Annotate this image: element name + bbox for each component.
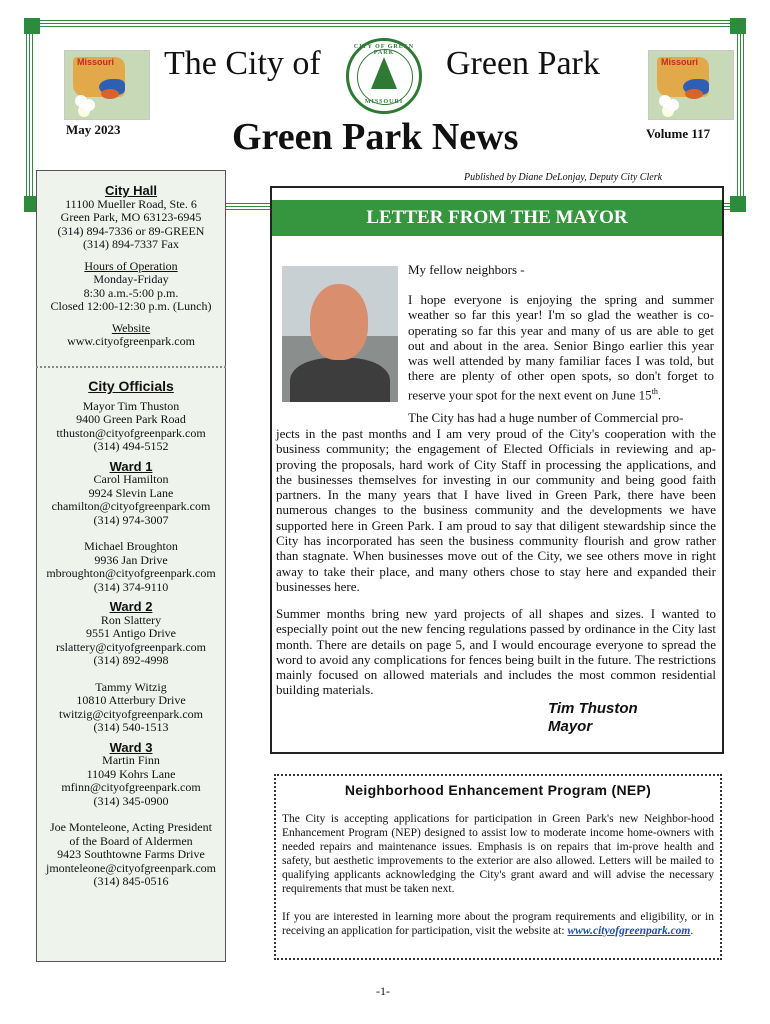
official-phone: (314) 374-9110	[93, 579, 169, 594]
letter-paragraph-3: Summer months bring new yard projects of all shapes and sizes. I wanted to especially point out the new fencing regulations passed by ordinance in the City last month. There are details on page 5, and I would encourage everyone to spread the word to avoid any complications for fences being built in the future. The restrictions mainly focused on allowed materials and includes the most common residential building materials.	[276, 606, 716, 698]
website-label: Website	[111, 320, 151, 335]
official-address: 9551 Antigo Drive	[86, 626, 176, 640]
city-officials-heading: City Officials	[88, 378, 174, 394]
official-email[interactable]: mbroughton@cityofgreenpark.com	[46, 566, 216, 580]
mayor-name: Mayor Tim Thuston	[82, 398, 180, 413]
website-link[interactable]: www.cityofgreenpark.com	[67, 334, 195, 348]
signature-title: Mayor	[548, 718, 593, 735]
official-title: of the Board of Aldermen	[69, 833, 193, 848]
city-officials-section	[36, 380, 226, 889]
mayor-phone: (314) 494-5152	[93, 439, 169, 453]
official-email[interactable]: jmonteleone@cityofgreenpark.com	[46, 860, 216, 875]
missouri-stamp-left	[64, 50, 150, 120]
ward-2-heading: Ward 2	[109, 599, 153, 614]
masthead-left-title: The City of	[164, 45, 321, 82]
stamp-label: Missouri	[77, 57, 115, 67]
official-email[interactable]: rslattery@cityofgreenpark.com	[56, 639, 206, 654]
issue-date: May 2023	[66, 122, 121, 137]
letter-signature	[548, 700, 638, 736]
missouri-stamp-right	[648, 50, 734, 120]
tree-icon	[371, 57, 397, 89]
official-phone: (314) 345-0900	[93, 793, 169, 808]
nep-paragraph-1: The City is accepting applications for participation in Green Park's new Neighbor-hood Enhancement Program (NEP) designed to assist low to moderate income home-owners with needed repairs and maintenance issues. Emphasis is on repairs that im-prove health and safety, but aesthetic improvements to the exterior are also allowed. Letters will be mailed to qualifying applicants acknowledging the City's grant award and will advise the necessary requirements that must be taken next.	[282, 813, 714, 895]
official-name: Martin Finn	[102, 753, 160, 767]
official-address: 9423 Southtowne Farms Drive	[57, 847, 205, 861]
mayor-letter-banner: LETTER FROM THE MAYOR	[272, 200, 722, 236]
mayor-email[interactable]: tthuston@cityofgreenpark.com	[56, 425, 206, 440]
official-phone: (314) 845-0516	[93, 874, 169, 888]
official-address: 11049 Kohrs Lane	[86, 766, 176, 781]
hours-label: Hours of Operation	[84, 258, 178, 273]
official-address: 10810 Atterbury Drive	[76, 693, 186, 707]
letter-paragraph-2: jects in the past months and I am very proud of the City's cooperation with the business community; the engagement of Elected Officials in reviewing and ap-proving the proposals, hard work of City Staff in processing the applications, and the businesses themselves for investing in our community and being good faith partners. In the many years that I have lived in Green Park, there have been numerous changes to the business community and the developments we have supported here in Green Park. I am proud to say that diligent stewardship since the City has incorporated has seen the business community flourish and grow rather than stagnate. When businesses move out of the City, we see others move in right away to take their place, and many others chose to stay here and expanded their businesses here.	[276, 426, 716, 594]
official-phone: (314) 892-4998	[93, 653, 169, 667]
mayor-photo	[282, 266, 398, 402]
letter-paragraph-2-start: The City has had a huge number of Commercial pro-	[408, 410, 684, 425]
stamp-label: Missouri	[661, 57, 699, 67]
official-email[interactable]: twitzig@cityofgreenpark.com	[59, 706, 203, 721]
issue-volume: Volume 117	[646, 126, 711, 141]
official-name: Joe Monteleone, Acting President	[50, 820, 212, 834]
official-email[interactable]: mfinn@cityofgreenpark.com	[61, 780, 201, 794]
hours-days: Monday-Friday	[93, 272, 169, 286]
city-hall-section	[36, 184, 226, 349]
newsletter-title: Green Park News	[232, 116, 519, 158]
published-by-credit: Published by Diane DeLonjay, Deputy City Clerk	[464, 172, 663, 183]
official-phone: (314) 974-3007	[93, 512, 169, 527]
city-hall-phone: (314) 894-7336 or 89-GREEN	[57, 223, 205, 238]
nep-paragraph-2: If you are interested in learning more about the program requirements and eligibility, or in receiving an application for participation, visit the website at: www.cityofgreenpark.com.	[282, 911, 714, 937]
city-seal-logo: CITY OF GREEN PARK MISSOURI	[346, 38, 422, 114]
official-name: Michael Broughton	[84, 539, 178, 553]
mayor-address: 9400 Green Park Road	[76, 412, 186, 426]
city-hall-address: 11100 Mueller Road, Ste. 6	[65, 196, 197, 211]
official-phone: (314) 540-1513	[93, 720, 169, 734]
sidebar-divider	[36, 366, 226, 368]
letter-paragraph-1: I hope everyone is enjoying the spring and summer weather so far this year! I'm so glad the weather is co-operating so far this year and many of us are able to get out and about in the area. Senior Bingo earlier this year was well attended by many familiar faces I was told, but there are plenty of other open spots, so don't forget to reserve your spot for the next event on June 15th.	[408, 292, 714, 403]
official-address: 9924 Slevin Lane	[88, 485, 174, 500]
ward-1-heading: Ward 1	[109, 458, 153, 474]
hours-times: 8:30 a.m.-5:00 p.m.	[83, 285, 179, 300]
corner-ornament-top-left	[24, 18, 40, 34]
corner-ornament-top-right	[730, 18, 746, 34]
city-hall-city: Green Park, MO 63123-6945	[60, 210, 202, 224]
official-name: Tammy Witzig	[95, 679, 167, 694]
city-hall-heading: City Hall	[104, 183, 157, 198]
hours-lunch: Closed 12:00-12:30 p.m. (Lunch)	[50, 299, 212, 313]
letter-greeting: My fellow neighbors -	[408, 262, 525, 277]
nep-website-link[interactable]: www.cityofgreenpark.com	[567, 925, 691, 937]
corner-ornament-bottom-right	[730, 196, 746, 212]
ward-3-heading: Ward 3	[109, 739, 153, 755]
page-number: -1-	[376, 984, 390, 998]
official-name: Carol Hamilton	[93, 472, 169, 486]
official-address: 9936 Jan Drive	[94, 552, 168, 567]
masthead-right-title: Green Park	[446, 45, 600, 82]
official-email[interactable]: chamilton@cityofgreenpark.com	[51, 499, 211, 513]
flower-icon	[75, 95, 87, 107]
city-hall-fax: (314) 894-7337 Fax	[83, 237, 179, 251]
flower-icon	[659, 95, 671, 107]
nep-title: Neighborhood Enhancement Program (NEP)	[344, 782, 652, 798]
official-name: Ron Slattery	[100, 612, 162, 627]
signature-name: Tim Thuston	[548, 700, 638, 717]
